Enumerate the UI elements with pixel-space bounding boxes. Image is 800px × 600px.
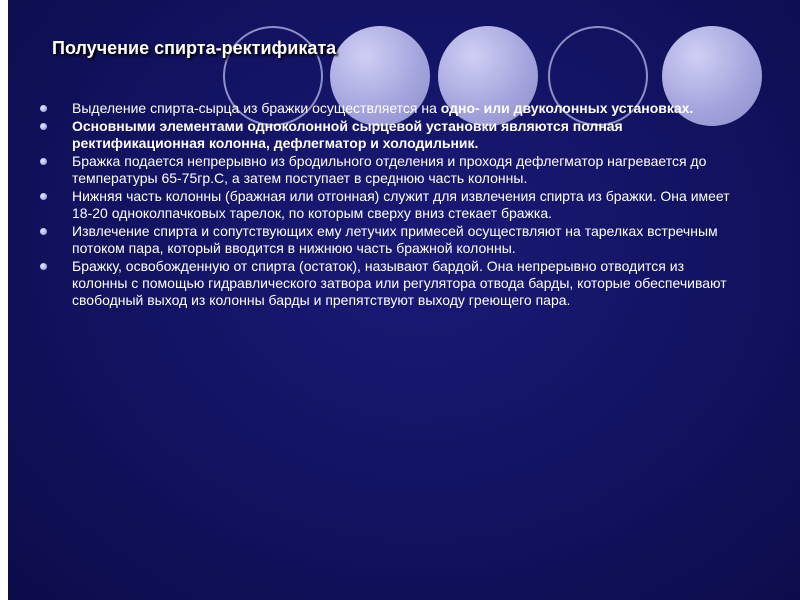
- bullet-text: Выделение спирта-сырца из бражки осуществляется на: [72, 100, 441, 116]
- bullet-list: [38, 100, 738, 310]
- bullet-dot-icon: [40, 263, 47, 270]
- bullet-item: [38, 118, 738, 152]
- bullet-text-bold: Основными элементами одноколонной сырцевой установки являются полная ректификационная колонна, дефлегматор и холодильник.: [72, 118, 623, 151]
- bullet-text-bold: одно- или двуколонных установках.: [440, 100, 694, 116]
- bullet-dot-icon: [40, 158, 47, 165]
- bullet-text: Бражку, освобожденную от спирта (остаток), называют бардой. Она непрерывно отводится из колонны с помощью гидравлического затвора или регулятора отвода барды, которые обеспечивают свободный выход из колонны барды и препятствуют выходу греющего пара.: [72, 258, 727, 308]
- bullet-item: [38, 100, 738, 117]
- bullet-dot-icon: [40, 105, 47, 112]
- bullet-item: [38, 223, 738, 257]
- slide-title: Получение спирта-ректификата: [52, 38, 337, 58]
- bullet-dot-icon: [40, 228, 47, 235]
- bullet-item: [38, 188, 738, 222]
- slide: [8, 0, 800, 600]
- bullet-text: Нижняя часть колонны (бражная или отгонная) служит для извлечения спирта из бражки. Она имеет 18-20 одноколпачковых тарелок, по которым сверху вниз стекает бражка.: [72, 188, 730, 221]
- bullet-dot-icon: [40, 193, 47, 200]
- bullet-item: [38, 258, 738, 309]
- bullet-text: Извлечение спирта и сопутствующих ему летучих примесей осуществляют на тарелках встречным потоком пара, который вводится в нижнюю часть бражной колонны.: [72, 223, 718, 256]
- bullet-text: Бражка подается непрерывно из бродильного отделения и проходя дефлегматор нагревается до температуры 65-75гр.С, а затем поступает в среднюю часть колонны.: [72, 153, 707, 186]
- bullet-dot-icon: [40, 123, 47, 130]
- bullet-item: [38, 153, 738, 187]
